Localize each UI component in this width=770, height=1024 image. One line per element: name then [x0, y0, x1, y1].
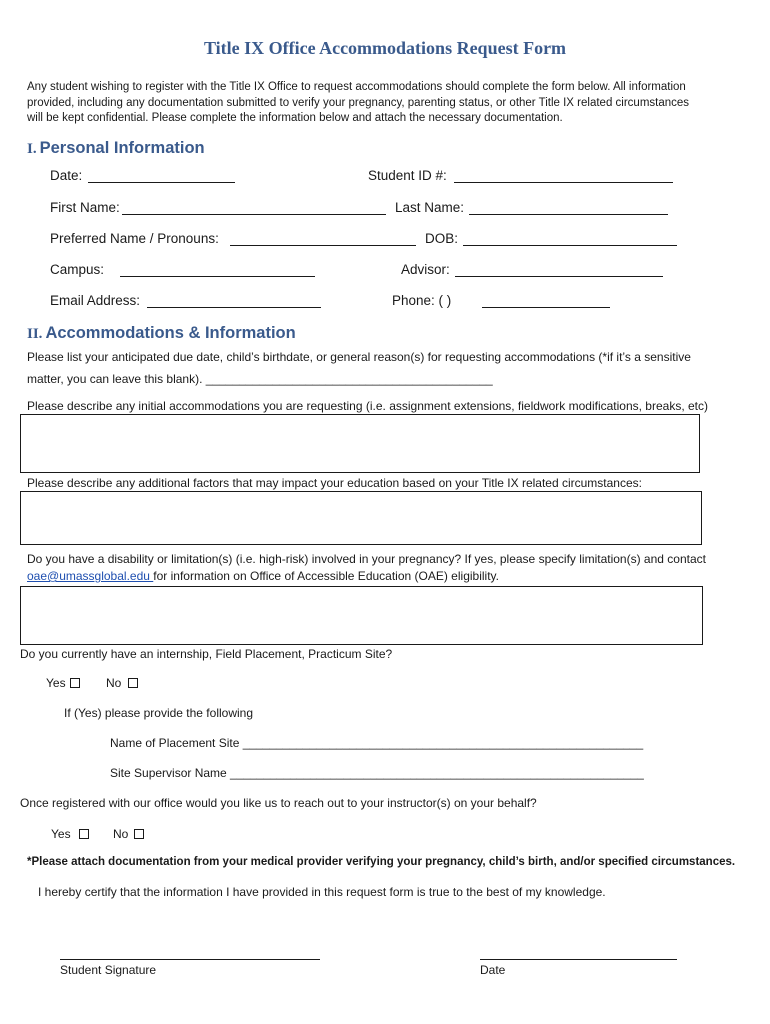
- advisor-label: Advisor:: [401, 262, 450, 277]
- email-field[interactable]: [147, 307, 321, 308]
- disability-question-tail: for information on Office of Accessible Education (OAE) eligibility.: [153, 569, 499, 583]
- reach-out-yes-checkbox[interactable]: [79, 829, 89, 839]
- oae-email-link[interactable]: oae@umassglobal.edu: [27, 569, 154, 583]
- yes-label: Yes: [51, 827, 71, 841]
- signature-label: Student Signature: [60, 963, 157, 977]
- reach-out-question: Once registered with our office would you like us to reach out to your instructor(s) on your behalf?: [20, 796, 537, 810]
- first-name-field[interactable]: [122, 214, 386, 215]
- campus-label: Campus:: [50, 262, 105, 277]
- disability-textarea[interactable]: [20, 586, 703, 645]
- student-id-field[interactable]: [454, 182, 673, 183]
- signature-line[interactable]: [60, 959, 320, 960]
- no-label: No: [113, 827, 129, 841]
- due-date-question: Please list your anticipated due date, child’s birthdate, or general reason(s) for requesting accommodations (*if it’s a sensitive: [27, 350, 691, 364]
- preferred-name-field[interactable]: [230, 245, 416, 246]
- last-name-field[interactable]: [469, 214, 668, 215]
- section-accommodations: [27, 324, 296, 343]
- date-label: Date:: [50, 168, 83, 183]
- section-personal-information: [27, 139, 205, 158]
- date-field[interactable]: [88, 182, 235, 183]
- no-label: No: [106, 676, 122, 690]
- disability-question: Do you have a disability or limitation(s) (i.e. high-risk) involved in your pregnancy? If yes, please specify limitation(s) and contact: [27, 552, 706, 566]
- signature-date-label: Date: [480, 963, 506, 977]
- form-title: Title IX Office Accommodations Request Form: [203, 38, 567, 58]
- email-label: Email Address:: [50, 293, 141, 308]
- section-label: Accommodations & Information: [45, 324, 296, 342]
- last-name-label: Last Name:: [395, 200, 465, 215]
- reach-out-yes-option[interactable]: [51, 825, 89, 844]
- initial-accommodations-question: Please describe any initial accommodations you are requesting (i.e. assignment extensions, fieldwork modifications, breaks, etc): [27, 399, 708, 413]
- yes-label: Yes: [46, 676, 66, 690]
- internship-no-checkbox[interactable]: [128, 678, 138, 688]
- internship-yes-checkbox[interactable]: [70, 678, 80, 688]
- phone-field[interactable]: [482, 307, 610, 308]
- initial-accommodations-textarea[interactable]: [20, 414, 700, 473]
- site-supervisor-field[interactable]: Site Supervisor Name ______________________________________________________________: [110, 766, 644, 780]
- reach-out-no-checkbox[interactable]: [134, 829, 144, 839]
- internship-yes-option[interactable]: [46, 674, 80, 693]
- signature-date-line[interactable]: [480, 959, 677, 960]
- intro-paragraph: Any student wishing to register with the Title IX Office to request accommodations should complete the form below. All information provided, including any documentation submitted to verify your pregnancy, parenting status, or other Title IX related circumstances will be kept confidential. Please complete the information below and attach the necessary documentation.: [27, 81, 690, 124]
- section-label: Personal Information: [39, 139, 205, 157]
- preferred-name-label: Preferred Name / Pronouns:: [50, 231, 219, 246]
- section-number: II.: [27, 326, 43, 342]
- due-date-question-cont[interactable]: matter, you can leave this blank). ___________________________________________: [27, 372, 493, 386]
- attach-documentation-note: *Please attach documentation from your medical provider verifying your pregnancy, child’s birth, and/or specified circumstances.: [27, 856, 736, 868]
- certification-statement: I hereby certify that the information I have provided in this request form is true to the best of my knowledge.: [38, 885, 606, 899]
- section-number: I.: [27, 141, 37, 157]
- if-yes-instruction: If (Yes) please provide the following: [64, 706, 253, 720]
- disability-question-cont: [27, 567, 499, 586]
- internship-no-option[interactable]: [106, 674, 138, 693]
- campus-field[interactable]: [120, 276, 315, 277]
- reach-out-no-option[interactable]: [113, 825, 144, 844]
- additional-factors-question: Please describe any additional factors that may impact your education based on your Title IX related circumstances:: [27, 476, 642, 490]
- first-name-label: First Name:: [50, 200, 120, 215]
- advisor-field[interactable]: [455, 276, 663, 277]
- placement-site-field[interactable]: Name of Placement Site ____________________________________________________________: [110, 736, 644, 750]
- phone-label: Phone: ( ): [392, 293, 452, 308]
- internship-question: Do you currently have an internship, Field Placement, Practicum Site?: [20, 647, 393, 661]
- dob-field[interactable]: [463, 245, 677, 246]
- additional-factors-textarea[interactable]: [20, 491, 702, 545]
- dob-label: DOB:: [425, 231, 459, 246]
- student-id-label: Student ID #:: [368, 168, 447, 183]
